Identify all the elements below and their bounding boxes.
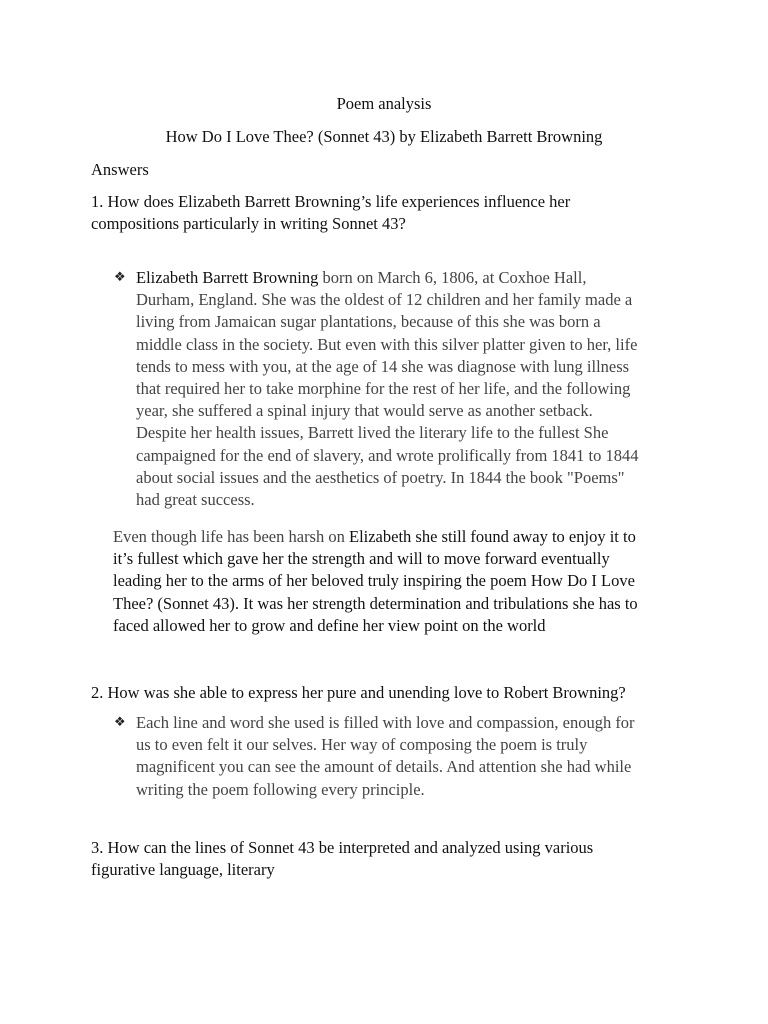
answer-1-bullet-line: Despite her health issues, Barrett lived the literary life to the fullest She: [136, 423, 609, 443]
answer-1-paragraph-line: Thee? (Sonnet 43). It was her strength determination and tribulations she has to: [113, 593, 638, 613]
answers-label: Answers: [91, 160, 149, 179]
question-2: 2. How was she able to express her pure and unending love to Robert Browning?: [91, 683, 626, 702]
answer-1-bullet-line: year, she suffered a spinal injury that would serve as another setback.: [136, 401, 593, 421]
question-1-line: compositions particularly in writing Sonnet 43?: [91, 214, 406, 234]
answer-2-bullet-line: us to even felt it our selves. Her way of composing the poem is truly: [136, 735, 588, 755]
answer-1-paragraph-line: [113, 526, 638, 548]
answer-1-bullet-line: [136, 267, 639, 289]
question-1-line: 1. How does Elizabeth Barrett Browning’s life experiences influence her: [91, 192, 571, 211]
answer-1-bullet-line: campaigned for the end of slavery, and wrote prolifically from 1841 to 1844: [136, 445, 639, 465]
bullet-diamond-icon: ❖: [114, 270, 126, 285]
document-heading: Poem analysis: [336, 94, 432, 113]
answer-1-bullet-line: Durham, England. She was the oldest of 12 children and her family made a: [136, 290, 633, 310]
question-3: [91, 837, 593, 881]
poet-name: Elizabeth Barrett Browning: [136, 268, 319, 287]
answer-2-bullet-line: magnificent you can see the amount of details. And attention she had while: [136, 757, 632, 777]
answer-1-bullet-line: had great success.: [136, 490, 255, 510]
bullet-diamond-icon: ❖: [114, 715, 126, 730]
answer-2-bullet-text: [136, 712, 635, 801]
answer-1-paragraph: [113, 526, 638, 637]
answer-1-bullet-line: that required her to take morphine for the rest of her life, and the following: [136, 379, 631, 399]
answer-1-bullet-line: tends to mess with you, at the age of 14 she was diagnose with lung illness: [136, 356, 630, 376]
answer-1-bullet-line: middle class in the society. But even with this silver platter given to her, life: [136, 334, 638, 354]
document-subheading: How Do I Love Thee? (Sonnet 43) by Elizabeth Barrett Browning: [165, 127, 603, 146]
answer-1-paragraph-end: Elizabeth she still found away to enjoy it to: [348, 527, 636, 546]
answer-1-paragraph-line: it’s fullest which gave her the strength and will to move forward eventually: [113, 549, 610, 569]
question-3-line: figurative language, literary: [91, 860, 275, 880]
answer-1-paragraph-start: Even though life has been harsh on: [113, 527, 349, 546]
answer-2-bullet-line: Each line and word she used is filled with love and compassion, enough for: [136, 713, 635, 732]
question-1: [91, 191, 570, 235]
answer-1-bullet-line: living from Jamaican sugar plantations, because of this she was born a: [136, 312, 601, 332]
answer-1-paragraph-line: leading her to the arms of her beloved truly inspiring the poem How Do I Love: [113, 571, 635, 591]
answer-1-bullet-line: about social issues and the aesthetics of poetry. In 1844 the book "Poems": [136, 467, 625, 487]
answer-2-bullet-line: writing the poem following every principle.: [136, 779, 425, 799]
question-3-line: 3. How can the lines of Sonnet 43 be interpreted and analyzed using various: [91, 838, 594, 857]
answer-1-bullet-line-rest: born on March 6, 1806, at Coxhoe Hall,: [318, 268, 587, 287]
answer-1-bullet-text: [136, 267, 639, 511]
answer-1-paragraph-line: faced allowed her to grow and define her view point on the world: [113, 615, 546, 635]
